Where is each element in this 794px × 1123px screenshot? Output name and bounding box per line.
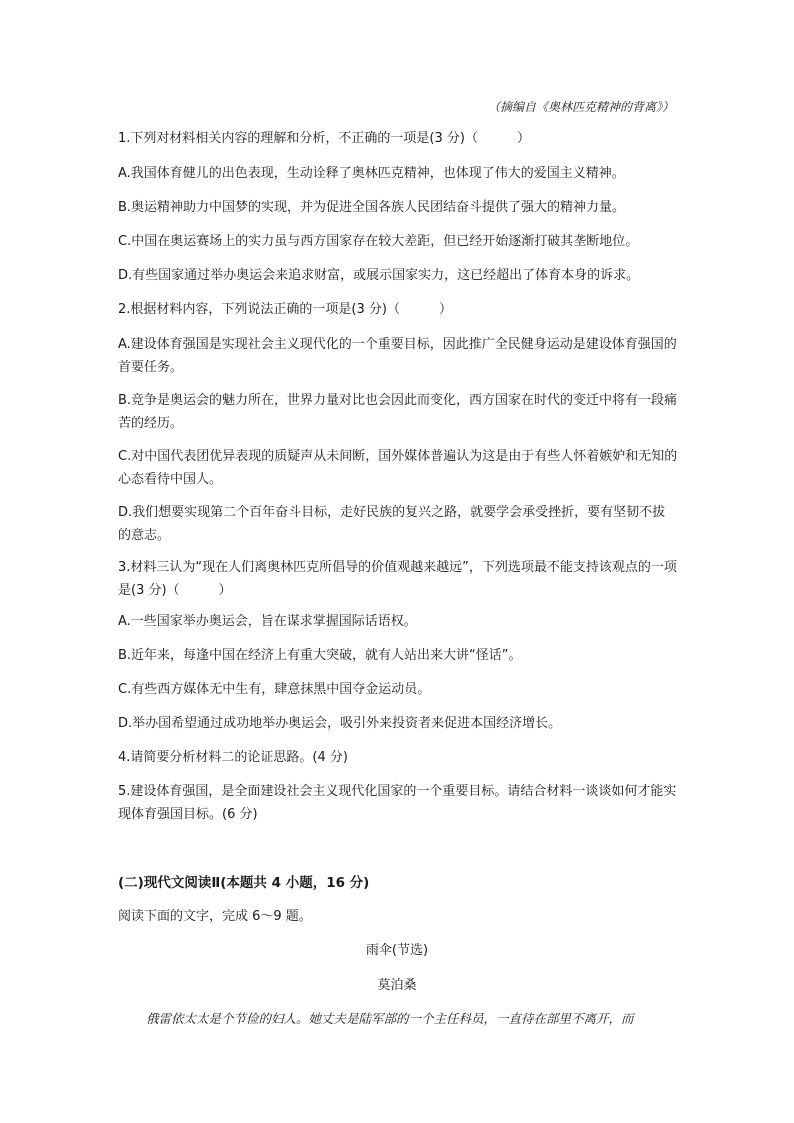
source-citation: （摘编自《奥林匹克精神的背离》） (487, 100, 674, 114)
passage-author: 莫泊桑 (377, 978, 417, 993)
question-1-option-c: C.中国在奥运赛场上的实力虽与西方国家存在较大差距，但已经开始逐渐打破其垄断地位。 (118, 234, 639, 249)
question-3-stem: 3.材料三认为“现在人们离奥林匹克所倡导的价值观越来越远”，下列选项最不能支持该观点的一项是(3 分)（ ） (118, 560, 677, 598)
question-2-option-b: B.竞争是奥运会的魅力所在，世界力量对比也会因此而变化，西方国家在时代的变迁中将有一段痛苦的经历。 (118, 393, 678, 431)
question-2-option-c: C.对中国代表团优异表现的质疑声从未间断，国外媒体普遍认为这是由于有些人怀着嫉妒和无知的心态看待中国人。 (118, 449, 678, 487)
section-heading: (二)现代文阅读Ⅱ(本题共 4 小题，16 分) (118, 875, 370, 891)
question-1-option-d: D.有些国家通过举办奥运会来追求财富，或展示国家实力，这已经超出了体育本身的诉求。 (118, 268, 640, 283)
passage-first-line: 俄雷依太太是个节俭的妇人。她丈夫是陆军部的一个主任科员，一直待在部里不离开，而 (146, 1011, 634, 1026)
question-1-option-b: B.奥运精神助力中国梦的实现，并为促进全国各族人民团结奋斗提供了强大的精神力量。 (118, 200, 626, 215)
question-4: 4.请简要分析材料二的论证思路。(4 分) (118, 750, 348, 765)
question-2-option-a: A.建设体育强国是实现社会主义现代化的一个重要目标，因此推广全民健身运动是建设体育强国的首要任务。 (118, 337, 677, 375)
question-1-stem: 1.下列对材料相关内容的理解和分析，不正确的一项是(3 分)（ ） (118, 131, 530, 146)
question-3-option-c: C.有些西方媒体无中生有，肆意抹黑中国夺金运动员。 (118, 682, 431, 697)
question-2-option-d: D.我们想要实现第二个百年奋斗目标，走好民族的复兴之路，就要学会承受挫折，要有坚韧不拔的意志。 (118, 505, 666, 543)
passage-title: 雨伞(节选) (365, 943, 429, 958)
question-3-option-b: B.近年来，每逢中国在经济上有重大突破，就有人站出来大讲“怪话”。 (118, 648, 522, 663)
question-3-option-d: D.举办国希望通过成功地举办奥运会，吸引外来投资者来促进本国经济增长。 (118, 716, 562, 731)
section-instruction: 阅读下面的文字，完成 6～9 题。 (118, 909, 312, 924)
question-5: 5.建设体育强国，是全面建设社会主义现代化国家的一个重要目标。请结合材料一谈谈如何才能实现体育强国目标。(6 分) (118, 784, 677, 822)
question-3-option-a: A.一些国家举办奥运会，旨在谋求掌握国际话语权。 (118, 614, 417, 629)
question-1-option-a: A.我国体育健儿的出色表现，生动诠释了奥林匹克精神，也体现了伟大的爱国主义精神。 (118, 166, 625, 181)
question-2-stem: 2.根据材料内容，下列说法正确的一项是(3 分)（ ） (118, 302, 452, 317)
